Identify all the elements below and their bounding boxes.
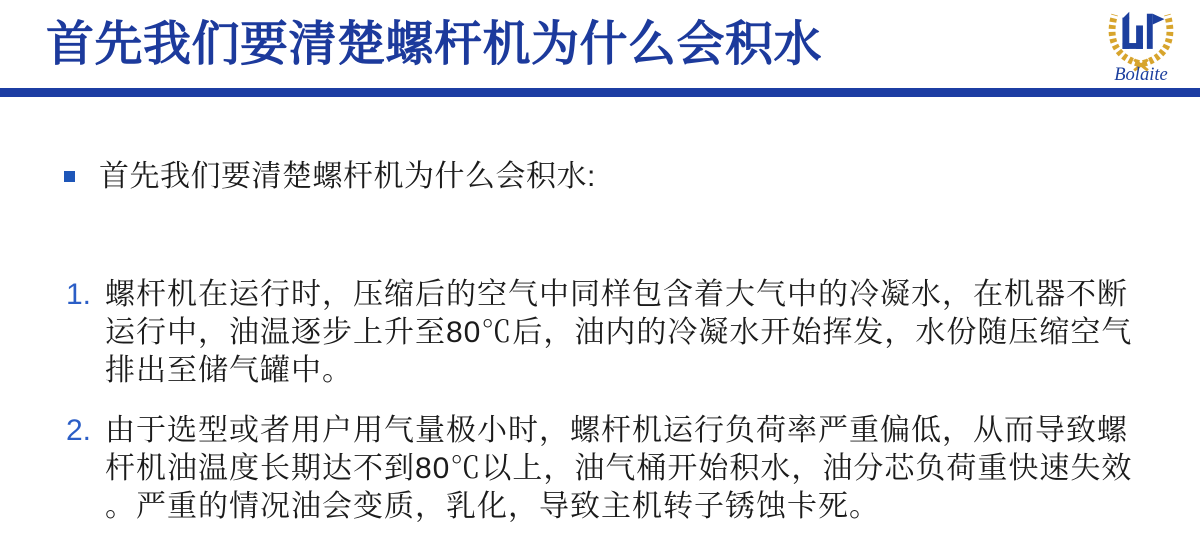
intro-row [64, 158, 596, 196]
page-title: 首先我们要清楚螺杆机为什么会积水 [46, 18, 823, 71]
text-line: 螺杆机在运行时，压缩后的空气中同样包含着大气中的冷凝水，在机器不断 [105, 278, 1128, 311]
text-line: 杆机油温度长期达不到80℃以上，油气桶开始积水，油分芯负荷重快速失效 [105, 452, 1133, 485]
text-line: 运行中，油温逐步上升至80℃后，油内的冷凝水开始挥发，水份随压缩空气 [105, 316, 1133, 349]
square-bullet-icon [64, 171, 75, 182]
list-item-2-number: 2. [66, 414, 92, 447]
brand-name: Bolaite [1114, 64, 1168, 86]
list-item-1 [66, 276, 1132, 390]
list-item-2 [66, 412, 1132, 526]
brand-logo-graphic [1094, 2, 1188, 88]
text-line: 。严重的情况油会变质，乳化，导致主机转子锈蚀卡死。 [105, 490, 880, 523]
brand-logo [1094, 2, 1188, 88]
list-item-2-text [105, 412, 1132, 526]
list-item-1-number: 1. [66, 278, 92, 311]
title-divider [0, 88, 1200, 97]
text-line: 排出至储气罐中。 [105, 354, 353, 387]
text-line: 由于选型或者用户用气量极小时，螺杆机运行负荷率严重偏低，从而导致螺 [105, 414, 1128, 447]
intro-text: 首先我们要清楚螺杆机为什么会积水: [99, 160, 596, 193]
list-item-1-text [105, 276, 1132, 390]
bolaite-monogram-icon [1122, 12, 1164, 49]
